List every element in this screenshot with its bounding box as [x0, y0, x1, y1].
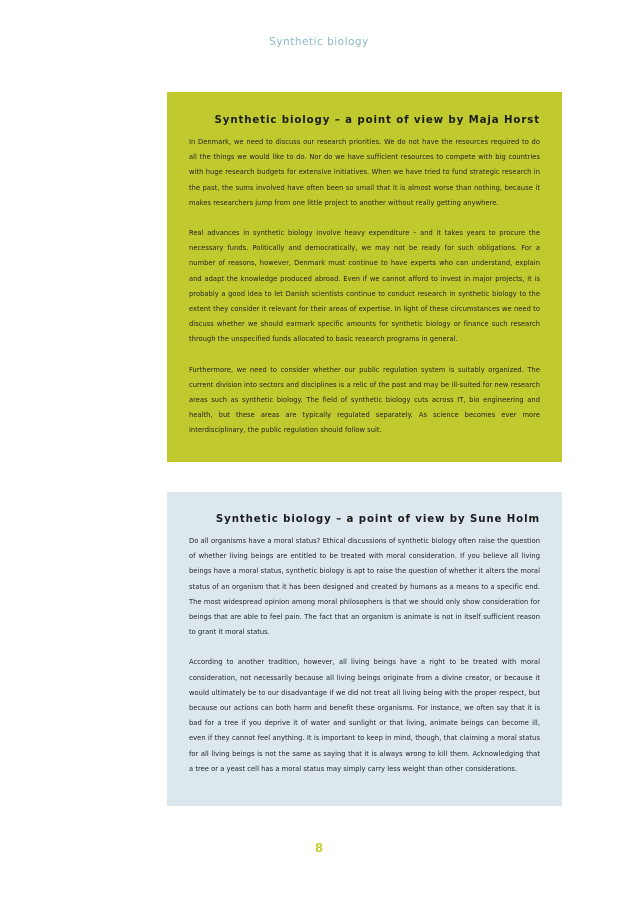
running-header: Synthetic biology: [269, 36, 369, 48]
horst-paragraph-1: In Denmark, we need to discuss our research priorities. We do not have the resources required to do all the things we would like to do. Nor do we have sufficient resources to compete with big countries with huge research budgets for extensive initiatives. When we have tried to fund strategic research in the past, the sums involved have often been so small that it is almost worse than nothing, because it makes researchers jump from one little project to another without really getting anywhere.: [189, 138, 540, 207]
holm-viewpoint-box: [167, 492, 562, 806]
horst-paragraph-3: Furthermore, we need to consider whether our public regulation system is suitably organized. The current division into sectors and disciplines is a relic of the past and may be ill-suited for new research areas such as synthetic biology. The field of synthetic biology cuts across IT, bio engineering and health, but these areas are typically regulated separately. As science becomes ever more interdisciplinary, the public regulation should follow suit.: [189, 365, 540, 435]
holm-paragraph-1: Do all organisms have a moral status? Ethical discussions of synthetic biology often raise the question of whether living beings are entitled to be treated with moral consideration. If you believe all living beings have a moral status, synthetic biology is apt to raise the question of whether it alters the moral status of an organism that it has been designed and created by humans as a means to a specific end. The most widespread opinion among moral philosophers is that we should only show consideration for beings that are able to feel pain. The fact that an organism is animate is not in itself sufficient reason to grant it moral status.: [189, 537, 540, 637]
horst-viewpoint-box: [167, 92, 562, 462]
page-number: 8: [314, 841, 324, 855]
horst-paragraph-2: Real advances in synthetic biology involve heavy expenditure – and it takes years to procure the necessary funds. Politically and democratically, we may not be ready for such obligations. For a number of reasons, however, Denmark must continue to have experts who can understand, explain and adapt the knowledge produced abroad. Even if we cannot afford to invest in major projects, it is probably a good idea to let Danish scientists continue to conduct research in synthetic biology to the extent they consider it relevant for their areas of expertise. In light of these circumstances we need to discuss whether we should earmark specific amounts for synthetic biology or finance such research through the unspecified funds allocated to basic research programs in general.: [189, 229, 540, 344]
holm-paragraph-2: According to another tradition, however, all living beings have a right to be treated with moral consideration, not necessarily because all living beings originate from a divine creator, or because it would ultimately be to our disadvantage if we did not treat all living being with the proper respect, but because our actions can both harm and benefit these organisms. For instance, we often say that it is bad for a tree if you deprive it of water and sunlight or that living, animate beings can become ill, even if they cannot feel anything. It is important to keep in mind, though, that claiming a moral status for all living beings is not the same as saying that it is always wrong to kill them. Acknowledging that a tree or a yeast cell has a moral status may simply carry less weight than other considerations.: [189, 658, 540, 773]
holm-box-title: Synthetic biology – a point of view by Sune Holm: [215, 514, 540, 525]
horst-box-title: Synthetic biology – a point of view by Maja Horst: [214, 115, 540, 126]
